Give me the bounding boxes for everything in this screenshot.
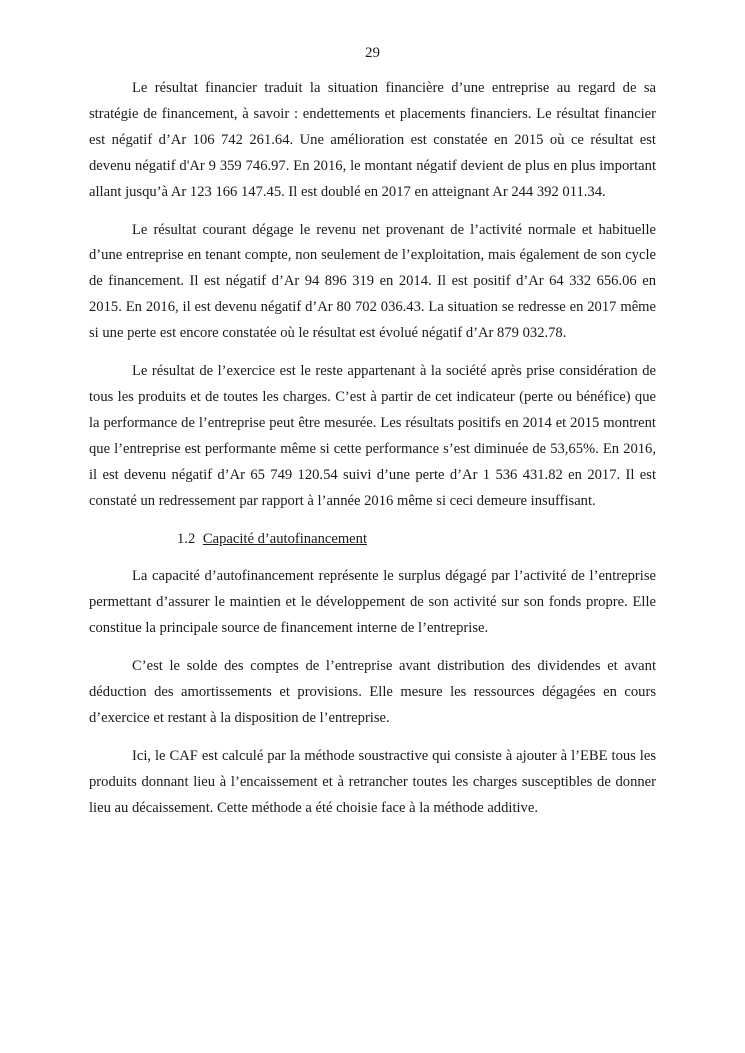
- paragraph-resultat-exercice: Le résultat de l’exercice est le reste appartenant à la société après prise considération de tous les produits et de toutes les charges. C’est à partir de cet indicateur (perte ou bénéfice) que la performance de l’entreprise peut être mesurée. Les résultats positifs en 2014 et 2015 montrent que l’entreprise est performante même si cette performance s’est diminuée de 53,65%. En 2016, il est devenu négatif d’Ar 65 749 120.54 suivi d’une perte d’Ar 1 536 431.82 en 2017. Il est constaté un redressement par rapport à l’année 2016 même si ceci demeure insuffisant.: [89, 363, 656, 509]
- paragraph-resultat-courant: Le résultat courant dégage le revenu net provenant de l’activité normale et habituelle d’une entreprise en tenant compte, non seulement de l’exploitation, mais également de son cycle de financement. Il est négatif d’Ar 94 896 319 en 2014. Il est positif d’Ar 64 332 656.06 en 2015. En 2016, il est devenu négatif d’Ar 80 702 036.43. La situation se redresse en 2017 même si une perte est encore constatée où le résultat est évolué négatif d’Ar 879 032.78.: [89, 221, 656, 342]
- paragraph-caf-definition: La capacité d’autofinancement représente le surplus dégagé par l’activité de l’entreprise permettant d’assurer le maintien et le développement de son activité sur son fonds propre. Elle constitue la principale source de financement interne de l’entreprise.: [89, 568, 656, 637]
- paragraph-caf-solde: C’est le solde des comptes de l’entreprise avant distribution des dividendes et avant déduction des amortissements et provisions. Elle mesure les ressources dégagées en cours d’exercice et restant à la disposition de l’entreprise.: [89, 658, 656, 726]
- paragraph-resultat-financier: Le résultat financier traduit la situation financière d’une entreprise au regard de sa stratégie de financement, à savoir : endettements et placements financiers. Le résultat financier est négatif d’Ar 106 742 261.64. Une amélioration est constatée en 2015 où ce résultat est devenu négatif d'Ar 9 359 746.97. En 2016, le montant négatif devient de plus en plus important allant jusqu’à Ar 123 166 147.45. Il est doublé en 2017 en atteignant Ar 244 392 011.34.: [89, 80, 656, 200]
- section-title: Capacité d’autofinancement: [202, 530, 368, 547]
- paragraph-caf-methode: Ici, le CAF est calculé par la méthode soustractive qui consiste à ajouter à l’EBE tous les produits donnant lieu à l’encaissement et à retrancher toutes les charges susceptibles de donner lieu au décaissement. Cette méthode a été choisie face à la méthode additive.: [89, 747, 656, 816]
- page-number: 29: [365, 45, 380, 61]
- document-body: [89, 76, 656, 822]
- section-number: 1.2: [177, 530, 196, 547]
- section-heading: [89, 527, 656, 553]
